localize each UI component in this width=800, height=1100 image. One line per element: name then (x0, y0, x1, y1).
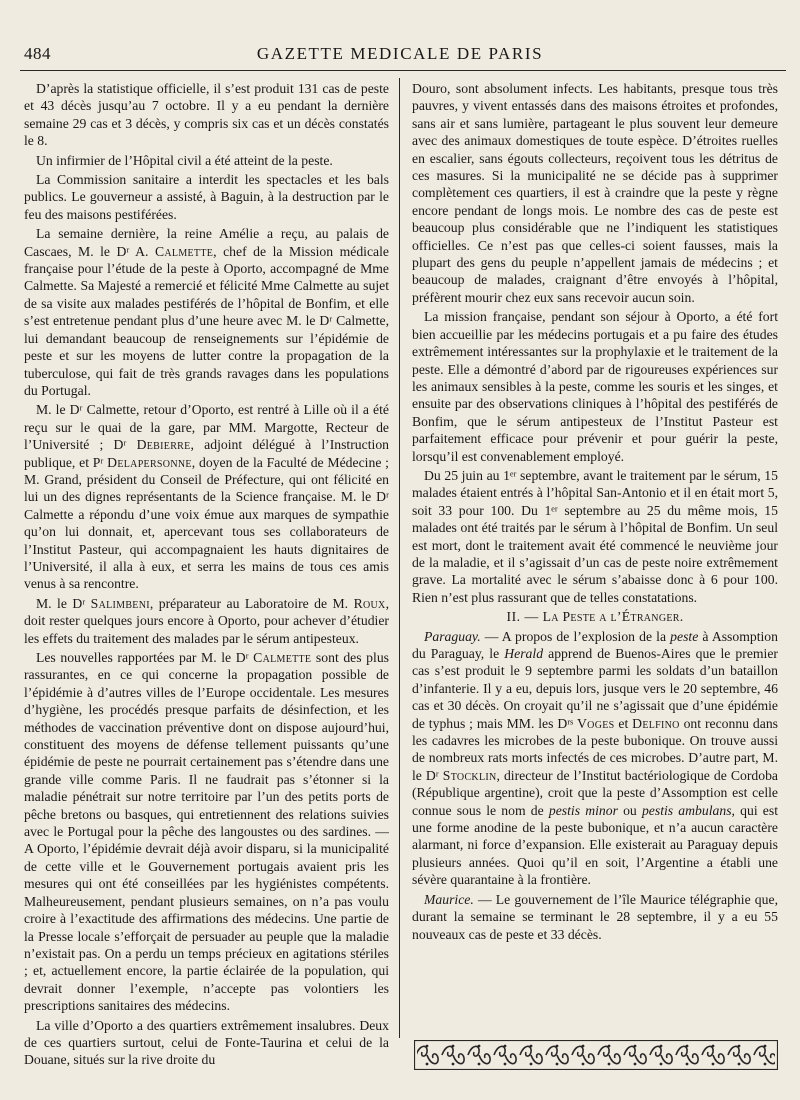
italic-term: pestis minor (548, 802, 618, 818)
paragraph (412, 891, 778, 943)
person-name: Stocklin (442, 767, 497, 783)
person-name: Calmette (154, 243, 214, 259)
text: La semaine dernière, la reine Amélie a reçu, au palais de Cascaes, M. le Dʳ A. (24, 226, 389, 259)
right-column (412, 80, 778, 945)
person-name: Roux (353, 595, 386, 611)
text: , qui est une forme anodine de la peste bubonique, et n’a aucun caractère alarmant, ni force d’expansion. Elle existerait au Paraguay depuis plusieurs années. Quoi qu’il en soit, l’Argentine a établi une sévère quarantaine à la frontière. (412, 802, 779, 888)
person-name: Voges (576, 715, 615, 731)
text: Les nouvelles rapportées par M. le Dʳ (36, 650, 254, 665)
text: apprend de Buenos-Aires que le premier cas s’est produit le 9 septembre parmi les soldats d’un bataillon d’infanterie. Il y a eu, depuis lors, jusque vers le 20 septembre, 46 cas et 30 décès. On croyait qu’il ne s’agissait que d’une épidémie de typhus ; mais MM. les Dʳˢ (412, 646, 778, 731)
paragraph (412, 628, 778, 889)
paragraph: La mission française, pendant son séjour à Oporto, a été fort bien accueillie par les médecins portugais et a pu faire des études extrêmement intéressantes sur la prophylaxie et le traitement de la peste. Elle a démontré d’abord par de rigoureuses expériences sur les animaux sensibles à la peste, comme les souris et les singes, et ensuite par des observations cliniques à l’hôpital des pestiférés de Bonfim, que le sérum antipesteux de l’Institut Pasteur est parfaitement efficace pour prévenir et pour guérir la peste, lorsqu’il est convenablement employé. (412, 309, 778, 464)
text: , doit rester quelques jours encore à Oporto, pour achever d’étudier les effets du traitement des malades par le sérum antipesteux. (24, 595, 389, 646)
person-name: Calmette (253, 650, 312, 665)
country-lead: Paraguay. (424, 628, 481, 644)
paragraph (24, 595, 389, 647)
text: ont reconnu dans les cadavres les microbes de la peste bubonique. On trouve aussi de nombreux rats morts infectés de ces microbes. D’autre part, M. le Dʳ (412, 715, 778, 783)
text: et (614, 715, 633, 731)
text: à Assomption du Paraguay, le (412, 628, 778, 661)
column-divider (399, 78, 400, 1038)
section-heading (412, 608, 778, 625)
section-title: La Peste a l’Étranger. (542, 609, 684, 625)
paragraph: D’après la statistique officielle, il s’est produit 131 cas de peste et 43 décès jusqu’au 7 octobre. Il y a eu pendant la dernière semaine 29 cas et 3 décès, y compris six cas et un décès constatés le 8. (24, 81, 389, 149)
paragraph (24, 649, 389, 1015)
text: , adjoint délégué à l’Instruction publique, et Pʳ (24, 437, 390, 470)
header-rule (20, 70, 786, 71)
person-name: Delapersonne (107, 454, 192, 470)
italic-term: Herald (504, 646, 544, 661)
text: M. le Dʳ (36, 595, 91, 611)
text: M. le Dʳ Calmette, retour d’Oporto, est rentré à Lille où il a été reçu sur le quai de la gare, par MM. Margotte, Recteur de l’Université ; Dʳ (24, 402, 389, 453)
running-title: GAZETTE MEDICALE DE PARIS (256, 44, 544, 63)
italic-term: pestis ambulans (641, 802, 732, 818)
ornament-band-icon (414, 1040, 778, 1070)
person-name: Debierre (136, 437, 191, 453)
text: — Le gouvernement de l’île Maurice télégraphie que, durant la semaine se terminant le 28 septembre, il y a eu 55 nouveaux cas de peste et 33 décès. (412, 891, 778, 942)
paragraph: La ville d’Oporto a des quartiers extrêmement insalubres. Deux de ces quartiers surtout, celui de Fonte-Taurina et celui de la Douane, situés sur la rive droite du (24, 1017, 389, 1068)
paragraph: Douro, sont absolument infects. Les habitants, presque tous très pauvres, y vivent entassés dans des maisons étroites et profondes, sans air et sans lumière, partageant le plus souvent leur demeure avec des animaux domestiques de toute espèce. D’étroites ruelles en escalier, sans égouts collecteurs, reçoivent tous les détritus de ces masures. Si la municipalité ne se décide pas à supprimer complètement ces quartiers, il est à craindre que la peste y règne encore pendant de longs mois. Le nombre des cas de peste est beaucoup plus considérable que ne l’indiquent les statistiques officielles. Ce n’est pas que celles-ci soient fausses, mais la plupart des gens du peuple n’appellent jamais de médecins ; et beaucoup de malades, craignant d’être envoyés à l’hôpital, préfèrent mourir chez eux sans recevoir aucun soin. (412, 81, 778, 305)
paragraph: Un infirmier de l’Hôpital civil a été atteint de la peste. (36, 152, 333, 168)
text: ou (617, 802, 642, 818)
country-lead: Maurice. (424, 891, 474, 907)
paragraph (24, 401, 389, 592)
paragraph: La Commission sanitaire a interdit les spectacles et les bals publics. Le gouverneur a assisté, à Baguin, à la destruction par le feu des maisons pestiférées. (24, 172, 389, 222)
text: — A propos de l’explosion de la (480, 628, 671, 644)
section-number: II. — (506, 609, 543, 625)
left-column (24, 80, 389, 1071)
paragraph (24, 225, 389, 399)
text: , directeur de l’Institut bactériologique de Cordoba (République argentine), croit que la peste d’Assomption est celle connue sous le nom de (412, 767, 778, 818)
text: sont des plus rassurantes, en ce qui concerne la propagation possible de l’épidémie à d’autres villes de l’Europe occidentale. Les mesures d’hygiène, les procédés presque parfaits de désinfection, et les méthodes de vaccination préventive dont on dispose aujourd’hui, constituent des moyens de défense tellement puissants qu’une épidémie de peste ne pourrait certainement pas s’étendre dans une grande ville comme Paris. Il ne faudrait pas s’étonner si la maladie pénétrait sur notre territoire par l’un des petits ports de pêche bretons ou basques, qui entretiennent des relations suivies avec le Portugal pour la pêche des langoustes ou des sardines. — A Oporto, l’épidémie devrait déjà avoir disparu, si la municipalité de cette ville et le Gouvernement portugais avaient pris les mesures qui ont été conseillées par les hygiénistes compétents. Malheureusement, pendant plusieurs semaines, on n’a pas voulu croire à l’exactitude des affirmations des médecins. Une partie de la Presse locale s’efforçait de persuader au peuple que la maladie n’existait pas. On a perdu un temps précieux en agitations stériles ; et, actuellement encore, la partie éclairée de la population, qui devrait donner l’exemple, n’accepte pas volontiers les prescriptions sanitaires des médecins. (24, 650, 389, 1014)
text: , préparateur au Laboratoire de M. (149, 595, 354, 611)
person-name: Delfino (632, 715, 680, 731)
text: , doyen de la Faculté de Médecine ; M. Grand, président du Conseil de Préfecture, qui ont félicité en lui un des dignes représentants de la Science française. M. le Dʳ Calmette a répondu d’une voix émue aux marques de sympathie qu’on lui donnait, et, apercevant tous ses collaborateurs de l’Institut Pasteur, qui accompagnaient les hauts dignitaires de l’Université, il alla à eux, et serra les mains de tous ces amis venus à sa rencontre. (24, 454, 389, 592)
page-number: 484 (24, 44, 51, 63)
text: , chef de la Mission médicale française pour l’étude de la peste à Oporto, accompagné de Mme Calmette. Sa Majesté a remercié et félicité Mme Calmette au sujet de sa visite aux malades pestiférés de l’hôpital de Bonfim, et elle s’est entretenue pendant plus d’une heure avec M. le Dʳ Calmette, lui demandant beaucoup de renseignements sur l’épidémie de peste et sur les moyens de lutter contre la propagation de la tuberculose, qui fait de très grands ravages dans les populations du Portugal. (24, 243, 389, 398)
italic-term: peste (670, 628, 699, 644)
paragraph: Du 25 juin au 1ᵉʳ septembre, avant le traitement par le sérum, 15 malades étaient entrés à l’hôpital San-Antonio et il en était mort 5, soit 33 pour 100. Du 1ᵉʳ septembre au 25 du même mois, 15 malades ont été traités par le sérum à l’hôpital de Bonfim. Un seul est mort, dont le traitement avait été commencé le neuvième jour de la maladie, et il s’agissait d’un cas de peste noire extrêmement grave. La mortalité avec le sérum s’abaisse donc à 6 pour 100. Rien n’est plus rassurant que de telles constatations. (412, 467, 778, 605)
person-name: Salimbeni (90, 595, 150, 611)
